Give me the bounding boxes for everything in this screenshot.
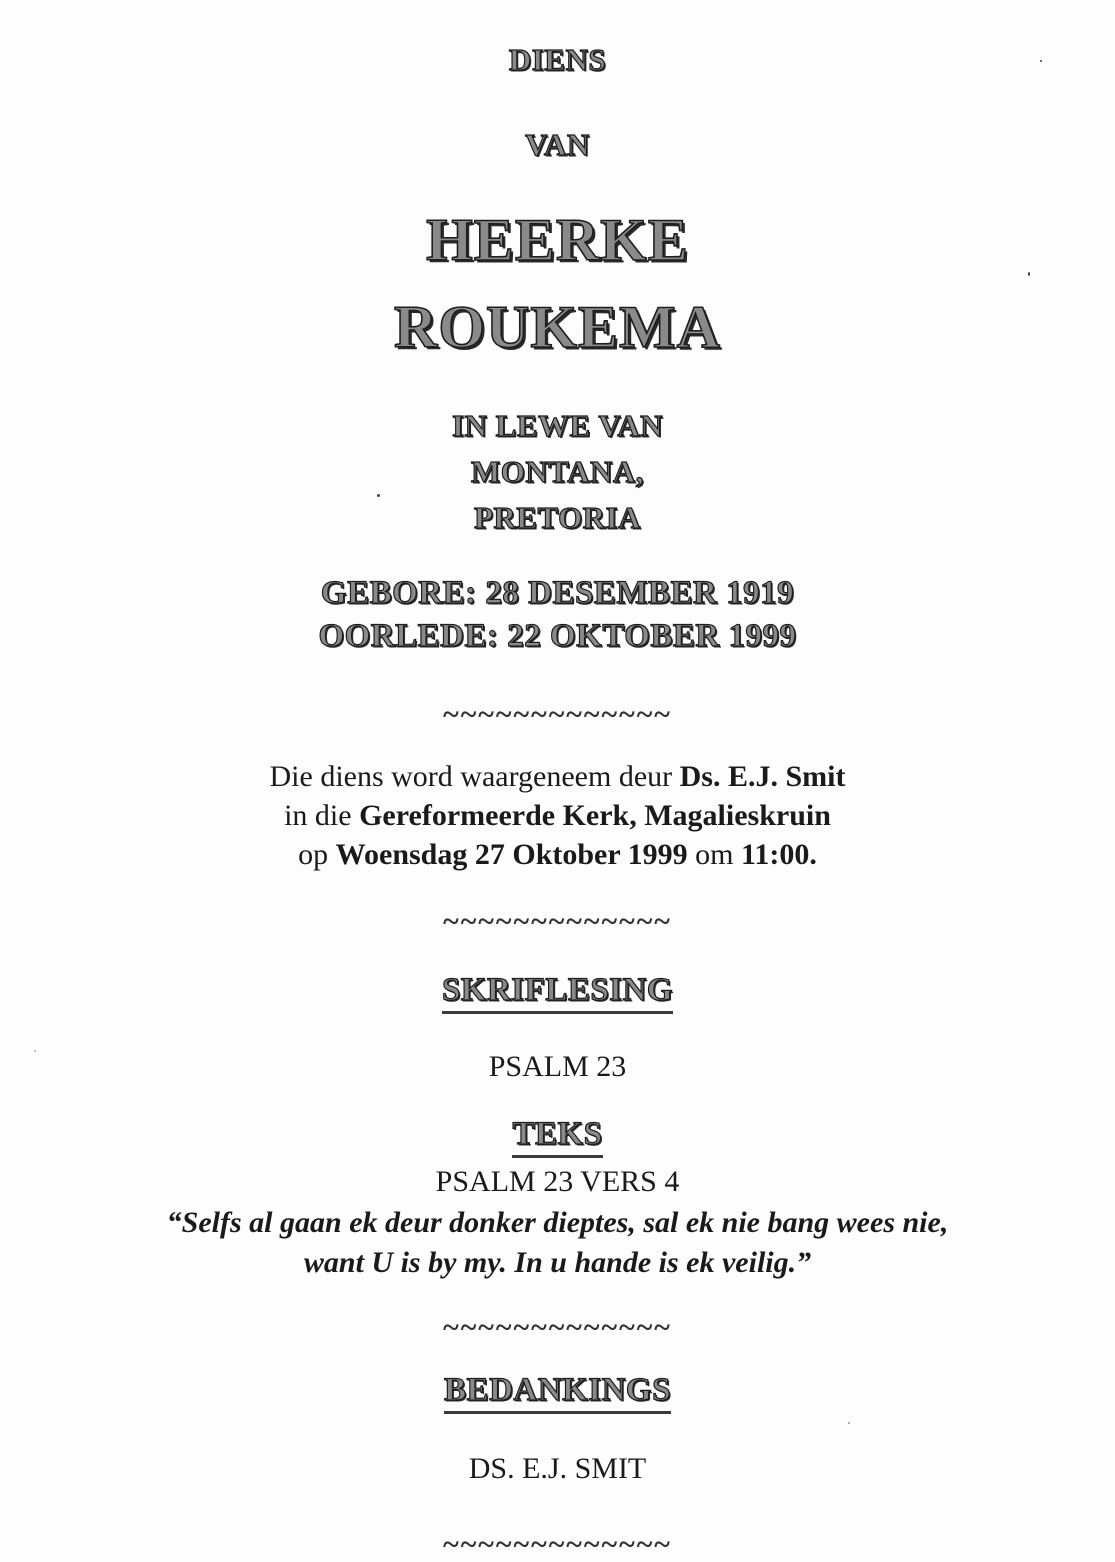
- text-value: PSALM 23 VERS 4: [435, 1165, 680, 1198]
- thanks-value: DS. E.J. SMIT: [468, 1452, 647, 1485]
- text-heading-row: [0, 1116, 1115, 1158]
- reading-value: PSALM 23: [488, 1050, 627, 1083]
- divider-4: ~~~~~~~~~~~~~: [443, 1528, 672, 1561]
- service-line-2: [0, 799, 1115, 833]
- service-officiant: Ds. E.J. Smit: [679, 760, 846, 793]
- scan-speck: [848, 1422, 850, 1424]
- service-line-3: [0, 838, 1115, 872]
- scan-speck: [1040, 60, 1042, 62]
- scan-speck: [34, 1050, 36, 1052]
- reading-heading: SKRIFLESING: [442, 972, 673, 1014]
- born-date: GEBORE: 28 DESEMBER 1919: [320, 575, 795, 611]
- service-line-3-plain-a: op: [298, 838, 336, 871]
- header-diens: DIENS: [508, 42, 607, 77]
- thanks-heading-row: [0, 1372, 1115, 1414]
- quote-line-2: want U is by my. In u hande is ek veilig.”: [303, 1246, 812, 1279]
- service-church: Gereformeerde Kerk, Magalieskruin: [359, 799, 831, 832]
- divider-1: ~~~~~~~~~~~~~: [443, 698, 672, 731]
- service-line-1-plain: Die diens word waargeneem deur: [269, 760, 680, 793]
- scan-speck: [377, 494, 380, 497]
- service-date: Woensdag 27 Oktober 1999: [335, 838, 688, 871]
- reading-heading-row: [0, 972, 1115, 1014]
- service-line-2-plain: in die: [284, 799, 360, 832]
- residence-line-2: MONTANA,: [470, 454, 645, 489]
- residence-line-3: PRETORIA: [473, 500, 642, 535]
- thanks-heading: BEDANKINGS: [444, 1372, 671, 1414]
- service-time: 11:00.: [741, 838, 817, 871]
- divider-3: ~~~~~~~~~~~~~: [443, 1311, 672, 1344]
- service-line-3-plain-b: om: [687, 838, 741, 871]
- name-last: ROUKEMA: [394, 294, 721, 360]
- quote-line-1: “Selfs al gaan ek deur donker dieptes, sal ek nie bang wees nie,: [166, 1206, 949, 1239]
- service-line-1: [0, 760, 1115, 794]
- scan-speck: [1028, 272, 1030, 276]
- text-heading: TEKS: [512, 1116, 602, 1158]
- residence-line-1: IN LEWE VAN: [451, 408, 664, 443]
- name-first: HEERKE: [426, 207, 689, 273]
- died-date: OORLEDE: 22 OKTOBER 1999: [318, 618, 797, 654]
- header-van: VAN: [525, 127, 590, 162]
- divider-2: ~~~~~~~~~~~~~: [443, 905, 672, 938]
